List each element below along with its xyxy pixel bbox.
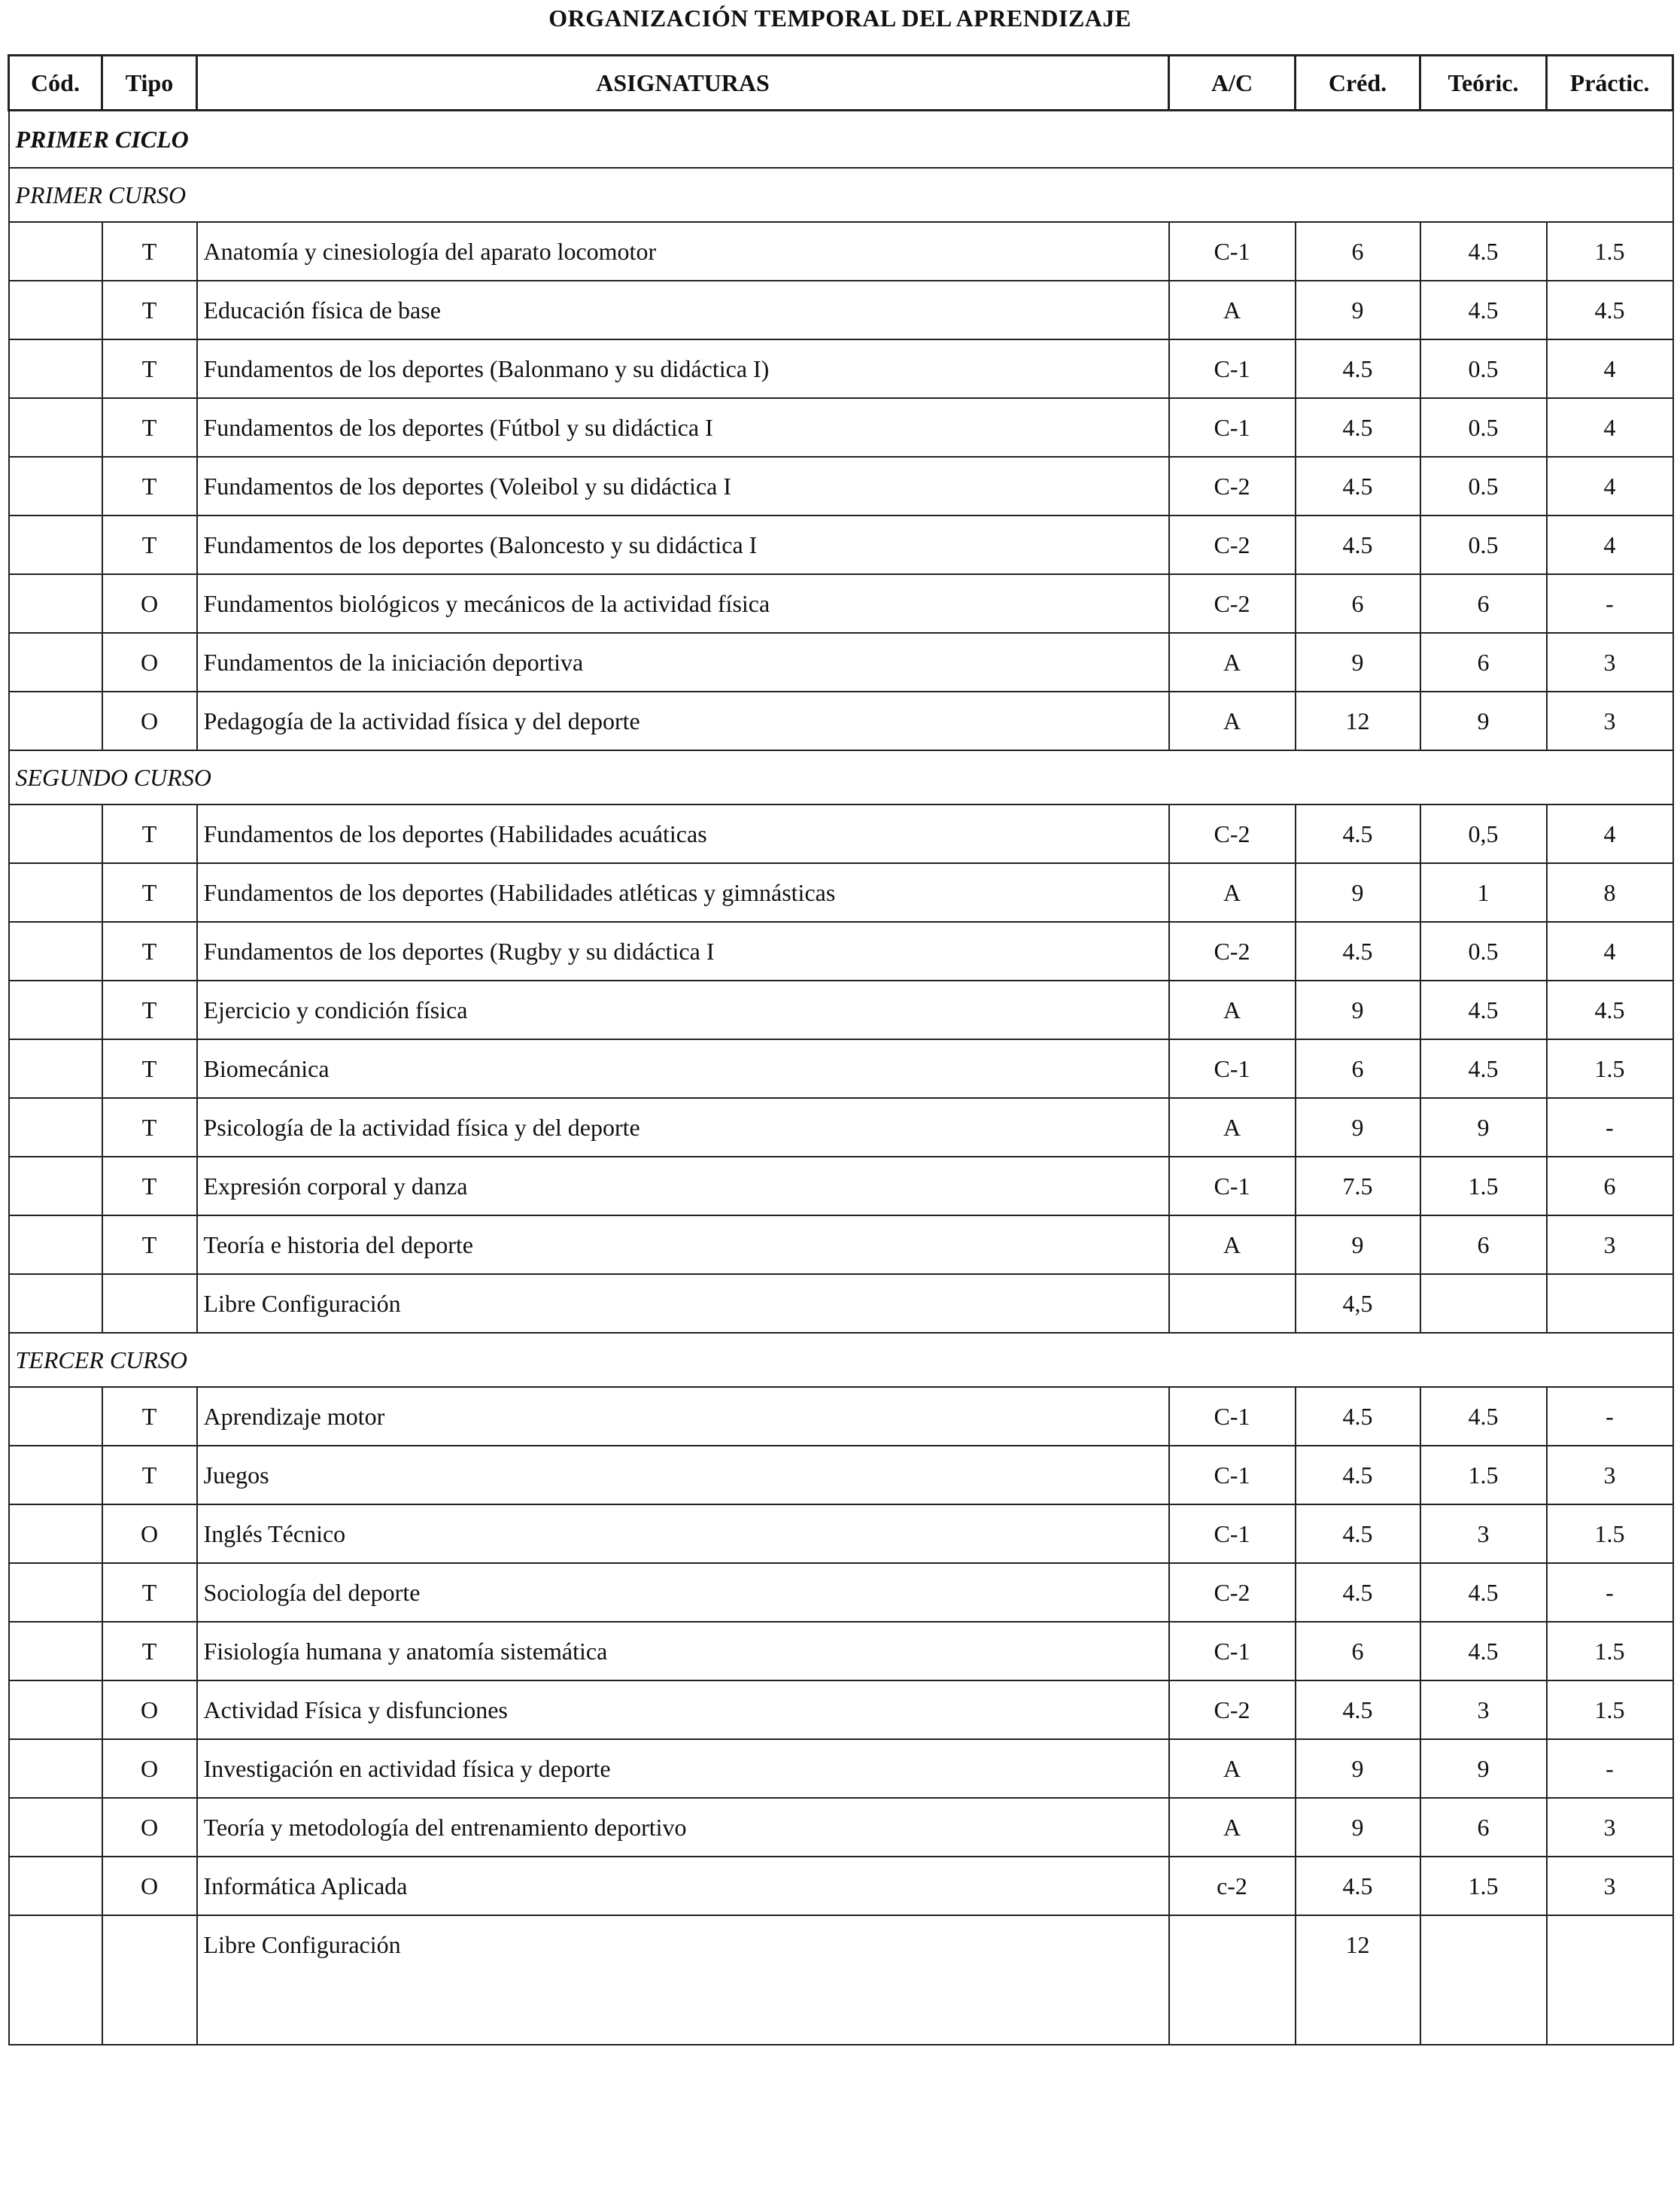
cell-subject: Libre Configuración xyxy=(197,1915,1169,2045)
cell-ac: A xyxy=(1169,692,1296,750)
cell-ac: A xyxy=(1169,1215,1296,1274)
cell-teoric: 9 xyxy=(1420,1098,1547,1157)
cell-cred: 12 xyxy=(1296,692,1420,750)
cell-practic: 1.5 xyxy=(1547,1039,1673,1098)
table-body xyxy=(9,111,1673,2045)
table-row xyxy=(9,804,1673,863)
cell-tipo: T xyxy=(102,1387,197,1446)
table-row xyxy=(9,1857,1673,1915)
cell-subject: Ejercicio y condición física xyxy=(197,981,1169,1039)
cell-cred: 4.5 xyxy=(1296,1504,1420,1563)
cell-ac: C-1 xyxy=(1169,1157,1296,1215)
cell-tipo: T xyxy=(102,1157,197,1215)
cell-cod xyxy=(9,1215,102,1274)
cell-practic: 4 xyxy=(1547,922,1673,981)
cell-tipo: T xyxy=(102,1446,197,1504)
cell-cred: 12 xyxy=(1296,1915,1420,2045)
cell-tipo: O xyxy=(102,1857,197,1915)
learning-schedule-table xyxy=(8,54,1674,2045)
cell-subject: Fundamentos de los deportes (Fútbol y su didáctica I xyxy=(197,398,1169,457)
cell-cod xyxy=(9,1274,102,1333)
cell-cred: 9 xyxy=(1296,1098,1420,1157)
cell-teoric: 0.5 xyxy=(1420,516,1547,574)
cell-tipo xyxy=(102,1915,197,2045)
table-row xyxy=(9,1098,1673,1157)
cell-tipo: T xyxy=(102,339,197,398)
cell-cod xyxy=(9,1798,102,1857)
table-row xyxy=(9,981,1673,1039)
cell-teoric: 1.5 xyxy=(1420,1857,1547,1915)
course-label: SEGUNDO CURSO xyxy=(9,750,1673,804)
cell-subject: Libre Configuración xyxy=(197,1274,1169,1333)
cell-cred: 9 xyxy=(1296,981,1420,1039)
cell-practic: 4 xyxy=(1547,339,1673,398)
cell-cod xyxy=(9,1098,102,1157)
cell-subject: Fundamentos de los deportes (Habilidades acuáticas xyxy=(197,804,1169,863)
cell-cred: 4.5 xyxy=(1296,1446,1420,1504)
cell-cred: 6 xyxy=(1296,222,1420,281)
cell-ac: C-2 xyxy=(1169,574,1296,633)
cell-cred: 4.5 xyxy=(1296,1857,1420,1915)
cell-practic: 6 xyxy=(1547,1157,1673,1215)
header-ac: A/C xyxy=(1169,56,1296,111)
cell-teoric: 1.5 xyxy=(1420,1446,1547,1504)
cell-subject: Aprendizaje motor xyxy=(197,1387,1169,1446)
cell-teoric xyxy=(1420,1915,1547,2045)
cell-teoric: 0.5 xyxy=(1420,339,1547,398)
cell-teoric: 3 xyxy=(1420,1680,1547,1739)
table-row xyxy=(9,1798,1673,1857)
cell-teoric: 4.5 xyxy=(1420,222,1547,281)
cell-teoric: 9 xyxy=(1420,692,1547,750)
cell-teoric: 4.5 xyxy=(1420,1622,1547,1680)
cell-cred: 4.5 xyxy=(1296,1387,1420,1446)
cell-cred: 6 xyxy=(1296,1039,1420,1098)
table-row xyxy=(9,1622,1673,1680)
cell-subject: Fundamentos de los deportes (Habilidades atléticas y gimnásticas xyxy=(197,863,1169,922)
cell-cred: 4.5 xyxy=(1296,1563,1420,1622)
cell-ac: C-2 xyxy=(1169,516,1296,574)
cell-ac: A xyxy=(1169,1798,1296,1857)
cell-ac: A xyxy=(1169,633,1296,692)
table-row xyxy=(9,398,1673,457)
cell-cred: 9 xyxy=(1296,863,1420,922)
cell-ac: C-1 xyxy=(1169,1039,1296,1098)
cell-cred: 4.5 xyxy=(1296,922,1420,981)
cell-tipo: T xyxy=(102,804,197,863)
cell-practic: 4 xyxy=(1547,516,1673,574)
cell-ac: C-1 xyxy=(1169,1622,1296,1680)
cell-cred: 9 xyxy=(1296,281,1420,339)
cell-cod xyxy=(9,516,102,574)
cycle-row xyxy=(9,111,1673,169)
cell-ac: C-1 xyxy=(1169,1504,1296,1563)
cell-teoric: 0.5 xyxy=(1420,922,1547,981)
cell-cod xyxy=(9,574,102,633)
cell-ac: C-2 xyxy=(1169,1680,1296,1739)
cell-cod xyxy=(9,1622,102,1680)
cell-ac xyxy=(1169,1274,1296,1333)
table-row xyxy=(9,1915,1673,2045)
cell-teoric: 6 xyxy=(1420,1215,1547,1274)
header-practic: Práctic. xyxy=(1547,56,1673,111)
cell-tipo: T xyxy=(102,398,197,457)
cell-cod xyxy=(9,222,102,281)
cell-tipo: T xyxy=(102,1563,197,1622)
cell-tipo: T xyxy=(102,457,197,516)
cell-cod xyxy=(9,1563,102,1622)
cell-ac: C-1 xyxy=(1169,398,1296,457)
cell-tipo: O xyxy=(102,1798,197,1857)
cell-subject: Fundamentos de los deportes (Voleibol y su didáctica I xyxy=(197,457,1169,516)
table-row xyxy=(9,1215,1673,1274)
cell-practic: 4 xyxy=(1547,398,1673,457)
cell-subject: Psicología de la actividad física y del deporte xyxy=(197,1098,1169,1157)
cell-teoric: 1 xyxy=(1420,863,1547,922)
cell-cod xyxy=(9,1157,102,1215)
cell-teoric: 9 xyxy=(1420,1739,1547,1798)
cell-ac: A xyxy=(1169,281,1296,339)
table-row xyxy=(9,863,1673,922)
cell-cod xyxy=(9,1039,102,1098)
cell-practic: 3 xyxy=(1547,1798,1673,1857)
table-row xyxy=(9,1039,1673,1098)
table-row xyxy=(9,222,1673,281)
cell-tipo: T xyxy=(102,922,197,981)
cell-cred: 6 xyxy=(1296,574,1420,633)
course-row xyxy=(9,1333,1673,1387)
table-row xyxy=(9,281,1673,339)
cell-subject: Pedagogía de la actividad física y del deporte xyxy=(197,692,1169,750)
cell-cod xyxy=(9,1739,102,1798)
table-row xyxy=(9,633,1673,692)
cell-teoric: 3 xyxy=(1420,1504,1547,1563)
cell-cod xyxy=(9,1915,102,2045)
cell-subject: Inglés Técnico xyxy=(197,1504,1169,1563)
cell-cod xyxy=(9,863,102,922)
table-row xyxy=(9,1157,1673,1215)
cell-cod xyxy=(9,1857,102,1915)
cell-cod xyxy=(9,339,102,398)
cell-tipo: O xyxy=(102,633,197,692)
cell-cod xyxy=(9,804,102,863)
cell-cod xyxy=(9,1446,102,1504)
cell-tipo: O xyxy=(102,1504,197,1563)
cell-tipo: O xyxy=(102,574,197,633)
cell-tipo: O xyxy=(102,1680,197,1739)
cell-practic: 4.5 xyxy=(1547,281,1673,339)
cell-teoric: 4.5 xyxy=(1420,1387,1547,1446)
header-row xyxy=(9,56,1673,111)
cell-practic: 4 xyxy=(1547,804,1673,863)
cell-subject: Educación física de base xyxy=(197,281,1169,339)
cell-practic: 1.5 xyxy=(1547,1504,1673,1563)
cell-tipo: T xyxy=(102,1039,197,1098)
cell-subject: Fundamentos de los deportes (Balonmano y su didáctica I) xyxy=(197,339,1169,398)
table-row xyxy=(9,1739,1673,1798)
cell-cred: 4,5 xyxy=(1296,1274,1420,1333)
cell-ac: C-1 xyxy=(1169,1446,1296,1504)
cell-practic: 1.5 xyxy=(1547,222,1673,281)
cell-ac: C-1 xyxy=(1169,222,1296,281)
cell-cod xyxy=(9,1504,102,1563)
cell-cod xyxy=(9,398,102,457)
cell-practic: 1.5 xyxy=(1547,1680,1673,1739)
table-row xyxy=(9,1680,1673,1739)
table-row xyxy=(9,457,1673,516)
cell-subject: Expresión corporal y danza xyxy=(197,1157,1169,1215)
cell-teoric: 4.5 xyxy=(1420,281,1547,339)
cell-subject: Fundamentos de los deportes (Rugby y su didáctica I xyxy=(197,922,1169,981)
course-row xyxy=(9,750,1673,804)
cell-subject: Informática Aplicada xyxy=(197,1857,1169,1915)
cell-ac: A xyxy=(1169,1098,1296,1157)
cell-subject: Anatomía y cinesiología del aparato locomotor xyxy=(197,222,1169,281)
cell-ac: C-1 xyxy=(1169,1387,1296,1446)
cell-cred: 4.5 xyxy=(1296,1680,1420,1739)
cell-teoric: 6 xyxy=(1420,633,1547,692)
table-row xyxy=(9,1446,1673,1504)
cell-teoric: 6 xyxy=(1420,574,1547,633)
cell-practic xyxy=(1547,1915,1673,2045)
cell-practic xyxy=(1547,1274,1673,1333)
cycle-label: PRIMER CICLO xyxy=(9,111,1673,169)
table-row xyxy=(9,516,1673,574)
cell-subject: Sociología del deporte xyxy=(197,1563,1169,1622)
cell-tipo: T xyxy=(102,1098,197,1157)
cell-tipo: O xyxy=(102,692,197,750)
cell-practic: 4 xyxy=(1547,457,1673,516)
page-title: ORGANIZACIÓN TEMPORAL DEL APRENDIZAJE xyxy=(548,5,1132,32)
cell-ac: C-2 xyxy=(1169,922,1296,981)
cell-ac: A xyxy=(1169,863,1296,922)
cell-cod xyxy=(9,1680,102,1739)
cell-ac: c-2 xyxy=(1169,1857,1296,1915)
header-tipo: Tipo xyxy=(102,56,197,111)
cell-practic: 3 xyxy=(1547,1857,1673,1915)
cell-tipo: T xyxy=(102,516,197,574)
table-row xyxy=(9,1563,1673,1622)
cell-practic: - xyxy=(1547,574,1673,633)
cell-subject: Juegos xyxy=(197,1446,1169,1504)
table-row xyxy=(9,1387,1673,1446)
table-row xyxy=(9,1274,1673,1333)
table-row xyxy=(9,922,1673,981)
cell-tipo: T xyxy=(102,281,197,339)
cell-subject: Teoría e historia del deporte xyxy=(197,1215,1169,1274)
cell-cred: 9 xyxy=(1296,633,1420,692)
cell-cred: 9 xyxy=(1296,1739,1420,1798)
header-cod: Cód. xyxy=(9,56,102,111)
cell-cred: 7.5 xyxy=(1296,1157,1420,1215)
course-label: PRIMER CURSO xyxy=(9,168,1673,222)
cell-ac xyxy=(1169,1915,1296,2045)
cell-tipo: T xyxy=(102,1215,197,1274)
cell-teoric xyxy=(1420,1274,1547,1333)
cell-tipo: T xyxy=(102,981,197,1039)
header-cred: Créd. xyxy=(1296,56,1420,111)
cell-tipo: T xyxy=(102,1622,197,1680)
cell-teoric: 4.5 xyxy=(1420,1039,1547,1098)
cell-tipo: T xyxy=(102,222,197,281)
cell-subject: Investigación en actividad física y deporte xyxy=(197,1739,1169,1798)
cell-subject: Actividad Física y disfunciones xyxy=(197,1680,1169,1739)
cell-ac: C-2 xyxy=(1169,804,1296,863)
cell-cred: 4.5 xyxy=(1296,804,1420,863)
cell-cred: 4.5 xyxy=(1296,398,1420,457)
cell-subject: Fisiología humana y anatomía sistemática xyxy=(197,1622,1169,1680)
cell-ac: A xyxy=(1169,1739,1296,1798)
cell-cod xyxy=(9,281,102,339)
cell-practic: 3 xyxy=(1547,692,1673,750)
cell-cred: 4.5 xyxy=(1296,516,1420,574)
cell-ac: C-2 xyxy=(1169,1563,1296,1622)
cell-practic: - xyxy=(1547,1387,1673,1446)
cell-cod xyxy=(9,692,102,750)
cell-teoric: 4.5 xyxy=(1420,981,1547,1039)
table-row xyxy=(9,339,1673,398)
cell-cred: 9 xyxy=(1296,1215,1420,1274)
cell-subject: Biomecánica xyxy=(197,1039,1169,1098)
course-row xyxy=(9,168,1673,222)
cell-practic: - xyxy=(1547,1563,1673,1622)
cell-tipo: O xyxy=(102,1739,197,1798)
table-row xyxy=(9,1504,1673,1563)
cell-tipo xyxy=(102,1274,197,1333)
cell-teoric: 0,5 xyxy=(1420,804,1547,863)
cell-cred: 9 xyxy=(1296,1798,1420,1857)
cell-tipo: T xyxy=(102,863,197,922)
cell-subject: Fundamentos de la iniciación deportiva xyxy=(197,633,1169,692)
cell-practic: 8 xyxy=(1547,863,1673,922)
cell-subject: Fundamentos biológicos y mecánicos de la actividad física xyxy=(197,574,1169,633)
cell-subject: Teoría y metodología del entrenamiento deportivo xyxy=(197,1798,1169,1857)
cell-cred: 4.5 xyxy=(1296,457,1420,516)
cell-ac: C-2 xyxy=(1169,457,1296,516)
cell-teoric: 1.5 xyxy=(1420,1157,1547,1215)
cell-cod xyxy=(9,1387,102,1446)
cell-teoric: 4.5 xyxy=(1420,1563,1547,1622)
cell-cod xyxy=(9,922,102,981)
cell-teoric: 0.5 xyxy=(1420,457,1547,516)
cell-cod xyxy=(9,981,102,1039)
cell-subject: Fundamentos de los deportes (Baloncesto y su didáctica I xyxy=(197,516,1169,574)
table-row xyxy=(9,692,1673,750)
header-teoric: Teóric. xyxy=(1420,56,1547,111)
cell-ac: C-1 xyxy=(1169,339,1296,398)
cell-practic: 3 xyxy=(1547,1215,1673,1274)
cell-practic: 3 xyxy=(1547,1446,1673,1504)
cell-practic: - xyxy=(1547,1739,1673,1798)
cell-cod xyxy=(9,457,102,516)
cell-practic: 4.5 xyxy=(1547,981,1673,1039)
cell-cred: 4.5 xyxy=(1296,339,1420,398)
cell-practic: 3 xyxy=(1547,633,1673,692)
header-asignaturas: ASIGNATURAS xyxy=(197,56,1169,111)
cell-teoric: 6 xyxy=(1420,1798,1547,1857)
cell-teoric: 0.5 xyxy=(1420,398,1547,457)
cell-ac: A xyxy=(1169,981,1296,1039)
table-row xyxy=(9,574,1673,633)
cell-cod xyxy=(9,633,102,692)
cell-practic: - xyxy=(1547,1098,1673,1157)
cell-practic: 1.5 xyxy=(1547,1622,1673,1680)
course-label: TERCER CURSO xyxy=(9,1333,1673,1387)
cell-cred: 6 xyxy=(1296,1622,1420,1680)
